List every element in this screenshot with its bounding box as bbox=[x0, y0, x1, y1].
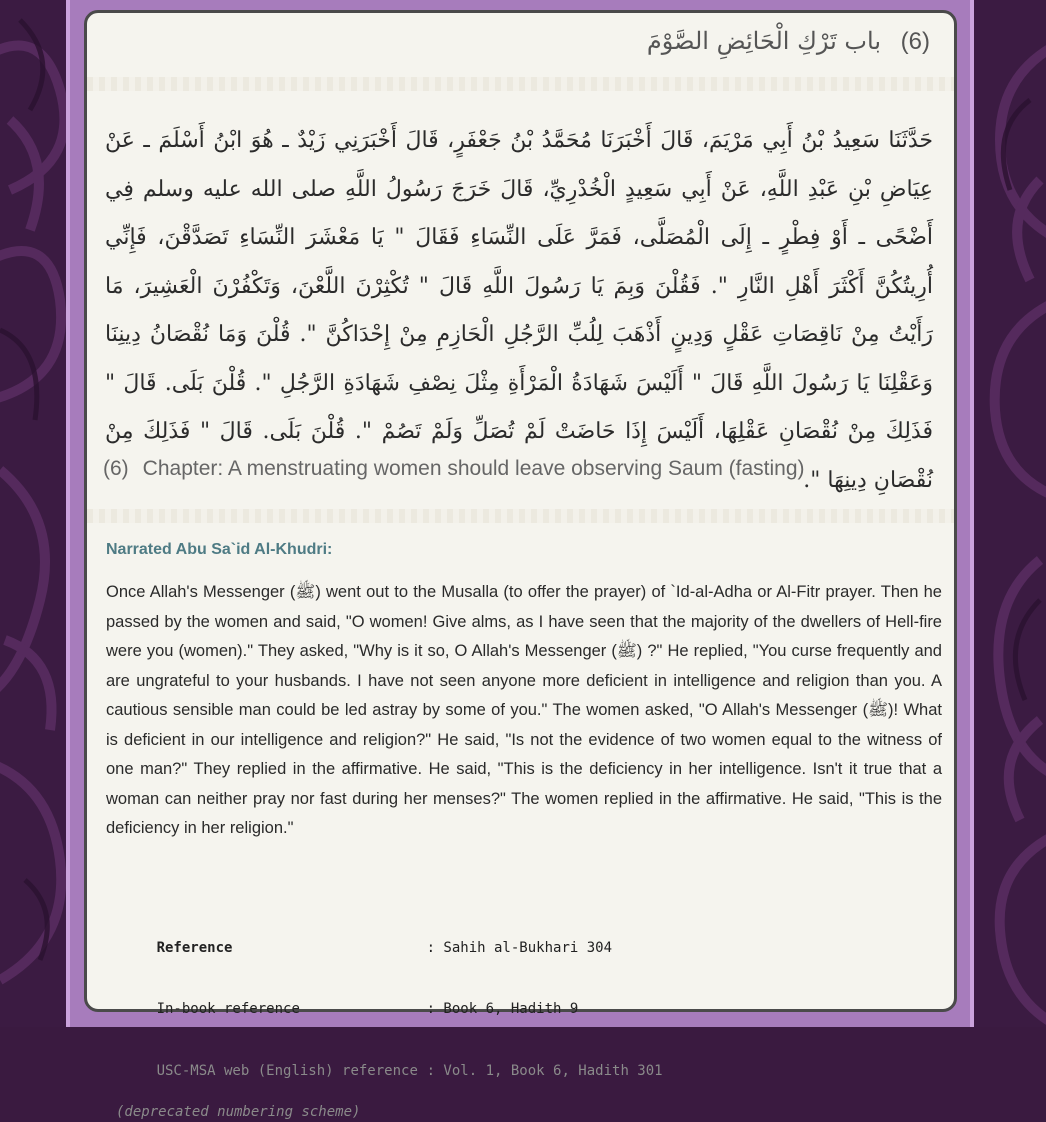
hadith-narrator: Narrated Abu Sa`id Al-Khudri: bbox=[106, 541, 332, 559]
decorative-divider-band bbox=[87, 77, 954, 91]
reference-value: : Sahih al-Bukhari 304 bbox=[427, 940, 612, 956]
decorative-divider-band bbox=[87, 509, 954, 523]
chapter-english-heading bbox=[103, 457, 805, 481]
chapter-number: (6) bbox=[901, 28, 930, 55]
chapter-arabic-heading bbox=[647, 27, 930, 56]
inbook-reference-value: : Book 6, Hadith 9 bbox=[427, 1001, 579, 1017]
inbook-reference-row bbox=[106, 979, 663, 1041]
uscmsa-reference-value: : Vol. 1, Book 6, Hadith 301 bbox=[427, 1063, 663, 1079]
uscmsa-reference-label: USC-MSA web (English) reference bbox=[157, 1061, 427, 1082]
inbook-reference-label: In-book reference bbox=[157, 999, 427, 1020]
reference-label: Reference bbox=[157, 938, 427, 959]
deprecated-numbering-note: (deprecated numbering scheme) bbox=[106, 1102, 663, 1122]
hadith-english-text: Once Allah's Messenger (ﷺ) went out to the Musalla (to offer the prayer) of `Id-al-Adha or Al-Fitr prayer. Then he passed by the women and said, "O women! Give alms, as I have seen that the majority of the dwellers of Hell-fire were you (women)." They asked, "Why is it so, O Allah's Messenger (ﷺ) ?" He replied, "You curse frequently and are ungrateful to your husbands. I have not seen anyone more deficient in intelligence and religion than you. A cautious sensible man could be led astray by some of you." The women asked, "O Allah's Messenger (ﷺ)! What is deficient in our intelligence and religion?" He said, "Is not the evidence of two women equal to the witness of one man?" They replied in the affirmative. He said, "This is the deficiency in her intelligence. Isn't it true that a woman can neither pray nor fast during her menses?" The women replied in the affirmative. He said, "This is the deficiency in her religion." bbox=[106, 578, 942, 844]
hadith-arabic-text: حَدَّثَنَا سَعِيدُ بْنُ أَبِي مَرْيَمَ، قَالَ أَخْبَرَنَا مُحَمَّدُ بْنُ جَعْفَرٍ، قَالَ أَخْبَرَنِي زَيْدٌ ـ هُوَ ابْنُ أَسْلَمَ ـ عَنْ عِيَاضِ بْنِ عَبْدِ اللَّهِ، عَنْ أَبِي سَعِيدٍ الْخُدْرِيِّ، قَالَ خَرَجَ رَسُولُ اللَّهِ صلى الله عليه وسلم فِي أَضْحًى ـ أَوْ فِطْرٍ ـ إِلَى الْمُصَلَّى، فَمَرَّ عَلَى النِّسَاءِ فَقَالَ " يَا مَعْشَرَ النِّسَاءِ تَصَدَّقْنَ، فَإِنِّي أُرِيتُكُنَّ أَكْثَرَ أَهْلِ النَّارِ ". فَقُلْنَ وَبِمَ يَا رَسُولَ اللَّهِ قَالَ " تُكْثِرْنَ اللَّعْنَ، وَتَكْفُرْنَ الْعَشِيرَ، مَا رَأَيْتُ مِنْ نَاقِصَاتِ عَقْلٍ وَدِينٍ أَذْهَبَ لِلُبِّ الرَّجُلِ الْحَازِمِ مِنْ إِحْدَاكُنَّ ". قُلْنَ وَمَا نُقْصَانُ دِينِنَا وَعَقْلِنَا يَا رَسُولَ اللَّهِ قَالَ " أَلَيْسَ شَهَادَةُ الْمَرْأَةِ مِثْلَ نِصْفِ شَهَادَةِ الرَّجُلِ ". قُلْنَ بَلَى. قَالَ " فَذَلِكَ مِنْ نُقْصَانِ عَقْلِهَا، أَلَيْسَ إِذَا حَاضَتْ لَمْ تُصَلِّ وَلَمْ تَصُمْ ". قُلْنَ بَلَى. قَالَ " فَذَلِكَ مِنْ نُقْصَانِ دِينِهَا ". bbox=[105, 117, 933, 505]
chapter-english-title: Chapter: A menstruating women should leave observing Saum (fasting) bbox=[143, 457, 805, 480]
chapter-number-english: (6) bbox=[103, 457, 129, 480]
uscmsa-reference-row bbox=[106, 1040, 663, 1102]
hadith-card bbox=[84, 10, 957, 1012]
reference-table bbox=[106, 917, 663, 1122]
reference-row bbox=[106, 917, 663, 979]
chapter-arabic-title: باب تَرْكِ الْحَائِضِ الصَّوْمَ bbox=[647, 27, 881, 55]
